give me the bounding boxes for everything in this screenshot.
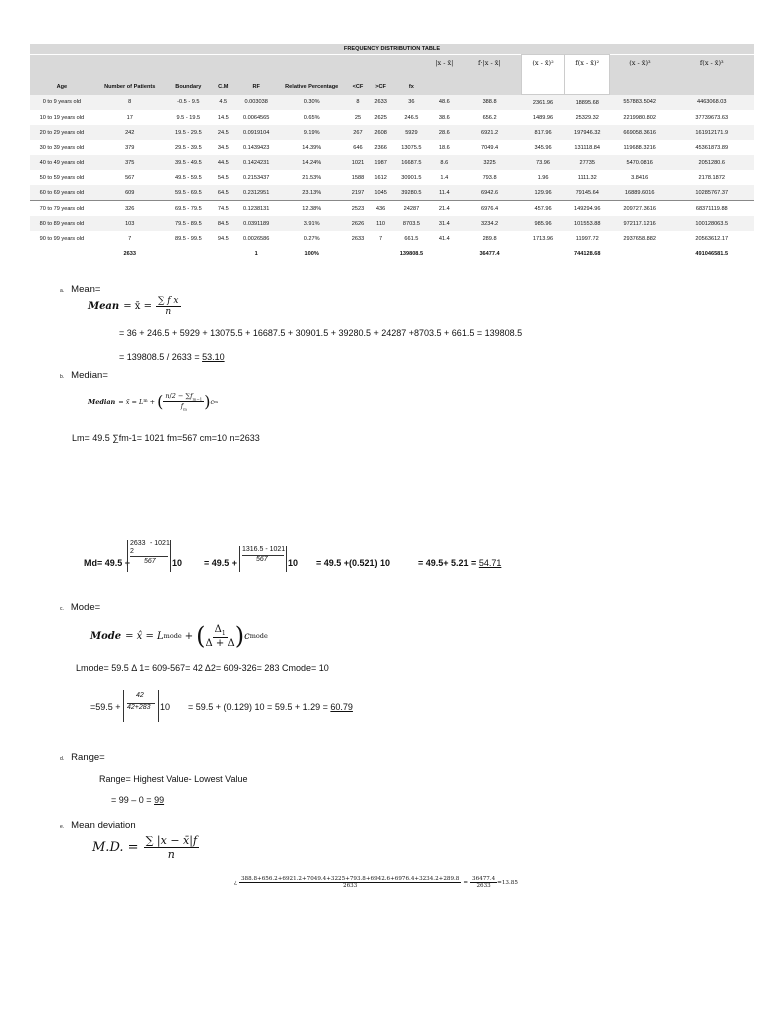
- median-formula-c-sub: m: [214, 399, 218, 405]
- table-cell: 2051280.6: [670, 155, 755, 170]
- mean-deviation-calc-eq: =: [463, 879, 469, 886]
- table-cell: 646: [347, 140, 370, 155]
- table-cell: 94.5: [211, 231, 236, 246]
- mean-deviation-formula-fraction: [144, 834, 199, 861]
- totals-cell: [610, 246, 670, 261]
- totals-cell: [521, 246, 564, 261]
- table-cell: 375: [94, 155, 166, 170]
- table-cell: 29.5 - 39.5: [166, 140, 211, 155]
- table-cell: 103: [94, 216, 166, 231]
- range-marker: d.: [60, 756, 65, 762]
- table-title: FREQUENCY DISTRIBUTION TABLE: [30, 44, 754, 55]
- median-formula-lhs: Median: [88, 397, 116, 406]
- mean-deviation-formula-num: ∑ |x − x̄|f: [145, 834, 198, 847]
- totals-row: [30, 246, 754, 261]
- table-cell: 0.0026586: [236, 231, 277, 246]
- mode-formula-plus: +: [184, 630, 194, 642]
- median-formula-rest: = x̃ = L: [118, 397, 144, 406]
- mean-heading-text: Mean=: [71, 284, 101, 295]
- table-cell: 69.5 - 79.5: [166, 201, 211, 217]
- table-cell: 379: [94, 140, 166, 155]
- mode-formula-c: c: [244, 630, 250, 642]
- col-header-f-cube-dev: f(x - x̄)³: [670, 55, 755, 95]
- table-cell: 3234.2: [458, 216, 522, 231]
- table-cell: 16889.6016: [610, 185, 670, 201]
- mode-calc-rest-line: [188, 702, 353, 712]
- table-cell: 2633: [369, 95, 392, 111]
- mean-deviation-calc: [234, 876, 518, 889]
- mean-formula: [88, 296, 181, 317]
- table-row: [30, 110, 754, 125]
- table-cell: 1.4: [431, 170, 458, 185]
- table-cell: 119688.3216: [610, 140, 670, 155]
- table-cell: 0.2312951: [236, 185, 277, 201]
- mean-deviation-formula-den: n: [167, 848, 175, 861]
- table-cell: 3.8416: [610, 170, 670, 185]
- table-cell: 21.53%: [277, 170, 347, 185]
- table-cell: 4.5: [211, 95, 236, 111]
- table-cell: 31.4: [431, 216, 458, 231]
- table-cell: 246.5: [392, 110, 431, 125]
- table-cell: 0.2153437: [236, 170, 277, 185]
- mean-result-prefix: = 139808.5 / 2633 =: [119, 352, 203, 362]
- range-calc-line: [111, 795, 164, 805]
- table-cell: 16687.5: [392, 155, 431, 170]
- table-cell: 59.5 - 69.5: [166, 185, 211, 201]
- table-row: [30, 216, 754, 231]
- median-b1-num-a: 2633: [130, 540, 146, 547]
- table-cell: 10285767.37: [670, 185, 755, 201]
- totals-cell: [166, 246, 211, 261]
- table-cell: 161912171.9: [670, 125, 755, 140]
- table-row: [30, 201, 754, 217]
- table-cell: 4463068.03: [670, 95, 755, 111]
- table-cell: 100128063.5: [670, 216, 755, 231]
- table-cell: 10 to 19 years old: [30, 110, 94, 125]
- table-cell: 2197: [347, 185, 370, 201]
- table-cell: 84.5: [211, 216, 236, 231]
- totals-cell: 744128.68: [565, 246, 610, 261]
- table-cell: 2626: [347, 216, 370, 231]
- median-calc-eq4-line: [418, 558, 501, 568]
- table-cell: 8: [347, 95, 370, 111]
- range-heading-text: Range=: [71, 752, 105, 763]
- mean-deviation-calc-result: =13.85: [497, 879, 518, 886]
- mode-calc-rest: = 59.5 + (0.129) 10 = 59.5 + 1.29 =: [188, 702, 328, 712]
- median-calc-eq2: = 49.5 +: [204, 558, 238, 568]
- table-cell: 21.4: [431, 201, 458, 217]
- median-params: Lm= 49.5 ∑fm-1= 1021 fm=567 cm=10 n=2633: [72, 433, 260, 443]
- col-header-fx: fx: [392, 55, 431, 95]
- table-cell: 661.5: [392, 231, 431, 246]
- col-header-greater-cf: >CF: [369, 55, 392, 95]
- mean-deviation-calc-fraction-2: [470, 876, 497, 889]
- mean-heading: [60, 284, 100, 295]
- table-cell: 34.5: [211, 140, 236, 155]
- table-cell: 40 to 49 years old: [30, 155, 94, 170]
- table-cell: 6976.4: [458, 201, 522, 217]
- col-header-sq-dev: (x - x̄)²: [521, 55, 564, 95]
- table-cell: 0.30%: [277, 95, 347, 111]
- table-cell: 14.24%: [277, 155, 347, 170]
- table-row: [30, 125, 754, 140]
- mode-formula-rest: = x̂ = L: [125, 630, 164, 642]
- median-formula-num-2: 2: [171, 392, 176, 400]
- table-cell: 8703.5: [392, 216, 431, 231]
- mean-deviation-calc-den: 2633: [343, 883, 358, 889]
- totals-cell: 1: [236, 246, 277, 261]
- mode-formula-lhs: Mode: [90, 630, 122, 642]
- table-cell: 436: [369, 201, 392, 217]
- col-header-relative-percentage: Relative Percentage: [277, 55, 347, 95]
- table-cell: 39280.5: [392, 185, 431, 201]
- table-cell: 8.6: [431, 155, 458, 170]
- table-cell: 74.5: [211, 201, 236, 217]
- table-row: [30, 231, 754, 246]
- table-cell: 985.96: [521, 216, 564, 231]
- table-cell: 9.5 - 19.5: [166, 110, 211, 125]
- table-cell: 110: [369, 216, 392, 231]
- table-cell: 2178.1872: [670, 170, 755, 185]
- table-cell: 0.1238131: [236, 201, 277, 217]
- mode-formula-num-sub: 1: [221, 629, 226, 637]
- totals-cell: [431, 246, 458, 261]
- table-cell: 0.1424231: [236, 155, 277, 170]
- col-header-f-sq-dev: f(x - x̄)²: [565, 55, 610, 95]
- table-cell: 972117.1216: [610, 216, 670, 231]
- table-row: [30, 170, 754, 185]
- mode-formula-sub-mode: mode: [163, 632, 182, 640]
- table-cell: 1045: [369, 185, 392, 201]
- table-cell: 73.96: [521, 155, 564, 170]
- col-header-cm: C.M: [211, 55, 236, 95]
- mode-calc-10: 10: [160, 702, 171, 712]
- median-marker: b.: [60, 374, 65, 380]
- table-cell: 60 to 69 years old: [30, 185, 94, 201]
- table-cell: 24.5: [211, 125, 236, 140]
- table-cell: 0.65%: [277, 110, 347, 125]
- table-cell: 6942.6: [458, 185, 522, 201]
- table-cell: 48.6: [431, 95, 458, 111]
- table-cell: 19.5 - 29.5: [166, 125, 211, 140]
- table-cell: 2361.96: [521, 95, 564, 111]
- table-cell: 30901.5: [392, 170, 431, 185]
- mean-formula-den: n: [165, 307, 172, 317]
- median-formula-num-sub: m−1: [192, 396, 203, 402]
- range-calc-prefix: = 99 – 0 =: [111, 795, 152, 805]
- table-cell: 1.96: [521, 170, 564, 185]
- col-header-cube-dev: (x - x̄)³: [610, 55, 670, 95]
- table-cell: 45361873.89: [670, 140, 755, 155]
- table-cell: 5929: [392, 125, 431, 140]
- col-header-age: Age: [30, 55, 94, 95]
- table-cell: 197946.32: [565, 125, 610, 140]
- table-cell: 27735: [565, 155, 610, 170]
- totals-cell: 139808.5: [392, 246, 431, 261]
- table-cell: 2219980.802: [610, 110, 670, 125]
- table-cell: 14.5: [211, 110, 236, 125]
- mean-result-line: [119, 352, 225, 362]
- table-cell: 1612: [369, 170, 392, 185]
- table-cell: 267: [347, 125, 370, 140]
- table-cell: 37739673.63: [670, 110, 755, 125]
- table-cell: 41.4: [431, 231, 458, 246]
- col-header-boundary: Boundary: [166, 55, 211, 95]
- mean-formula-lhs: Mean: [88, 301, 120, 312]
- table-cell: 18.6: [431, 140, 458, 155]
- table-cell: 0 to 9 years old: [30, 95, 94, 111]
- mean-deviation-heading-text: Mean deviation: [71, 820, 136, 831]
- table-cell: 11.4: [431, 185, 458, 201]
- mode-calc-result: 60.79: [330, 702, 353, 712]
- table-cell: 3225: [458, 155, 522, 170]
- table-cell: 1713.96: [521, 231, 564, 246]
- mean-formula-fraction: [156, 296, 181, 317]
- totals-cell: 2633: [94, 246, 166, 261]
- table-cell: 64.5: [211, 185, 236, 201]
- table-cell: 70 to 79 years old: [30, 201, 94, 217]
- table-cell: 30 to 39 years old: [30, 140, 94, 155]
- table-cell: 89.5 - 99.5: [166, 231, 211, 246]
- range-heading: [60, 752, 105, 763]
- table-cell: 39.5 - 49.5: [166, 155, 211, 170]
- median-calc-bracket-2: [239, 546, 287, 572]
- col-header-less-cf: <CF: [347, 55, 370, 95]
- table-cell: 7049.4: [458, 140, 522, 155]
- median-calc-result: 54.71: [478, 558, 502, 568]
- totals-cell: [347, 246, 370, 261]
- table-cell: 90 to 99 years old: [30, 231, 94, 246]
- totals-cell: [369, 246, 392, 261]
- totals-cell: 491046581.5: [670, 246, 755, 261]
- table-cell: 609: [94, 185, 166, 201]
- totals-cell: [211, 246, 236, 261]
- mean-formula-mid: = x̄ =: [123, 301, 152, 312]
- mean-deviation-formula: [92, 834, 199, 861]
- median-formula-plus: +: [149, 397, 156, 406]
- median-calc-prefix: Md= 49.5 +: [84, 558, 131, 568]
- table-cell: 0.003038: [236, 95, 277, 111]
- median-b2-den: 567: [256, 556, 268, 563]
- mean-deviation-formula-lhs: M.D. =: [92, 840, 139, 855]
- median-b1-den: 567: [144, 558, 156, 565]
- table-cell: 2366: [369, 140, 392, 155]
- table-cell: 0.0919104: [236, 125, 277, 140]
- median-calc-10b: 10: [288, 558, 299, 568]
- mean-deviation-calc-den2: 2633: [476, 883, 491, 889]
- mode-formula-fraction: [206, 624, 235, 649]
- mean-sum-line: = 36 + 246.5 + 5929 + 13075.5 + 16687.5 + 30901.5 + 39280.5 + 24287 +8703.5 + 661.5 = 139808.5: [119, 328, 523, 338]
- median-heading: [60, 370, 108, 381]
- table-row: [30, 155, 754, 170]
- median-b1-num-c: 2: [130, 548, 134, 555]
- median-formula-sub-m: m: [143, 399, 148, 405]
- col-header-rf: RF: [236, 55, 277, 95]
- table-cell: 1987: [369, 155, 392, 170]
- table-cell: 11997.72: [565, 231, 610, 246]
- table-cell: 3.91%: [277, 216, 347, 231]
- mode-calc-den: 42+283: [127, 704, 151, 711]
- table-cell: 44.5: [211, 155, 236, 170]
- table-cell: 457.96: [521, 201, 564, 217]
- median-formula-den-sub: m: [183, 406, 187, 412]
- mean-formula-num: ∑ f x: [157, 296, 179, 306]
- table-cell: 20563612.17: [670, 231, 755, 246]
- table-cell: 149294.96: [565, 201, 610, 217]
- frequency-distribution-table: [30, 44, 754, 261]
- table-cell: 36: [392, 95, 431, 111]
- table-cell: 8: [94, 95, 166, 111]
- totals-cell: 100%: [277, 246, 347, 261]
- table-row: [30, 140, 754, 155]
- median-b2-num: 1316.5 - 1021: [242, 546, 286, 553]
- mode-calc-bracket: [123, 690, 159, 722]
- table-cell: 0.27%: [277, 231, 347, 246]
- table-cell: 817.96: [521, 125, 564, 140]
- median-formula-num-n: n: [165, 392, 170, 400]
- table-cell: 0.0064565: [236, 110, 277, 125]
- median-formula: Median = x̃ = L m + ( $\frac{n/2 - \sum f_{m-1}}{f_m}$ ) c m: [88, 392, 218, 412]
- table-cell: 12.38%: [277, 201, 347, 217]
- median-formula-fraction: $\frac{n/2 - \sum f_{m-1}}{f_m}$: [165, 392, 203, 412]
- table-cell: 2633: [347, 231, 370, 246]
- col-header-patients: Number of Patients: [94, 55, 166, 95]
- median-formula-den: f: [180, 402, 184, 411]
- mode-heading: [60, 602, 100, 613]
- table-cell: 557883.5042: [610, 95, 670, 111]
- table-cell: 2523: [347, 201, 370, 217]
- mode-formula-num: Δ: [214, 623, 222, 635]
- table-cell: 289.8: [458, 231, 522, 246]
- mode-marker: c.: [60, 606, 64, 612]
- table-cell: 1489.96: [521, 110, 564, 125]
- table-cell: 2937658.882: [610, 231, 670, 246]
- col-header-f-abs-dev: f·|x - x̄|: [458, 55, 522, 95]
- table-cell: 388.8: [458, 95, 522, 111]
- table-cell: 5470.0816: [610, 155, 670, 170]
- table-cell: 669058.3616: [610, 125, 670, 140]
- table-cell: 25: [347, 110, 370, 125]
- table-cell: 0.1439423: [236, 140, 277, 155]
- mean-result-value: 53.10: [202, 352, 225, 362]
- table-cell: 793.8: [458, 170, 522, 185]
- totals-cell: 36477.4: [458, 246, 522, 261]
- table-cell: 54.5: [211, 170, 236, 185]
- table-cell: 209727.3616: [610, 201, 670, 217]
- mode-params: Lmode= 59.5 Δ 1= 609-567= 42 Δ2= 609-326= 283 Cmode= 10: [76, 663, 329, 673]
- table-cell: 242: [94, 125, 166, 140]
- table-cell: 1021: [347, 155, 370, 170]
- mean-deviation-calc-num: 388.8+656.2+6921.2+7049.4+3225+793.8+6942.6+6976.4+3234.2+289.8: [241, 876, 460, 882]
- table-cell: 567: [94, 170, 166, 185]
- table-row: [30, 185, 754, 201]
- mean-deviation-calc-prefix: ¿: [234, 879, 237, 886]
- table-cell: 2608: [369, 125, 392, 140]
- table-cell: 80 to 89 years old: [30, 216, 94, 231]
- table-cell: 1111.32: [565, 170, 610, 185]
- table-cell: 79145.64: [565, 185, 610, 201]
- table-cell: 0.0391189: [236, 216, 277, 231]
- median-formula-num-minus: − ∑f: [177, 392, 193, 400]
- table-cell: 7: [94, 231, 166, 246]
- median-calc-bracket-1: [127, 540, 171, 572]
- table-cell: 68371119.88: [670, 201, 755, 217]
- table-cell: 38.6: [431, 110, 458, 125]
- mean-deviation-calc-num2: 36477.4: [472, 876, 496, 882]
- mode-formula-den: Δ + Δ: [205, 637, 235, 649]
- range-calc-result: 99: [154, 795, 165, 805]
- table-cell: 24287: [392, 201, 431, 217]
- table-cell: 13075.5: [392, 140, 431, 155]
- table-cell: 79.5 - 89.5: [166, 216, 211, 231]
- table-cell: 2625: [369, 110, 392, 125]
- table-cell: 18895.68: [565, 95, 610, 111]
- table-cell: 9.19%: [277, 125, 347, 140]
- table-cell: 6921.2: [458, 125, 522, 140]
- median-b1-num-b: - 1021: [150, 540, 170, 547]
- mean-deviation-calc-fraction-1: [239, 876, 461, 889]
- table-cell: 131118.84: [565, 140, 610, 155]
- table-cell: 50 to 59 years old: [30, 170, 94, 185]
- table-cell: 1588: [347, 170, 370, 185]
- table-cell: 14.39%: [277, 140, 347, 155]
- table-cell: 101553.88: [565, 216, 610, 231]
- table-cell: 345.96: [521, 140, 564, 155]
- table-cell: 17: [94, 110, 166, 125]
- table-cell: 20 to 29 years old: [30, 125, 94, 140]
- mean-marker: a.: [60, 288, 65, 294]
- mode-formula: Mode = x̂ = L mode + ( $\frac{\Delta_1}{\Delta + \Delta}$ ) c mode: [90, 622, 268, 650]
- table-cell: 25329.32: [565, 110, 610, 125]
- mean-deviation-marker: e.: [60, 824, 65, 830]
- mode-formula-c-sub: mode: [249, 632, 268, 640]
- table-cell: 656.2: [458, 110, 522, 125]
- median-formula-c: c: [210, 397, 215, 406]
- table-cell: -0.5 - 9.5: [166, 95, 211, 111]
- range-formula: Range= Highest Value- Lowest Value: [99, 774, 248, 784]
- median-heading-text: Median=: [71, 370, 108, 381]
- table-row: [30, 95, 754, 111]
- table-cell: 129.96: [521, 185, 564, 201]
- table-cell: 23.13%: [277, 185, 347, 201]
- median-calc-eq4: = 49.5+ 5.21 =: [418, 558, 477, 568]
- totals-cell: [30, 246, 94, 261]
- median-calc-10a: 10: [172, 558, 183, 568]
- table-cell: 28.6: [431, 125, 458, 140]
- mean-deviation-heading: [60, 820, 136, 831]
- mode-calc-prefix: =59.5 +: [90, 702, 121, 712]
- mode-calc-num: 42: [136, 692, 144, 699]
- table-cell: 49.5 - 59.5: [166, 170, 211, 185]
- table-cell: 7: [369, 231, 392, 246]
- col-header-abs-dev: |x - x̄|: [431, 55, 458, 95]
- median-calc-eq3: = 49.5 +(0.521) 10: [316, 558, 391, 568]
- table-cell: 326: [94, 201, 166, 217]
- mode-heading-text: Mode=: [70, 602, 101, 613]
